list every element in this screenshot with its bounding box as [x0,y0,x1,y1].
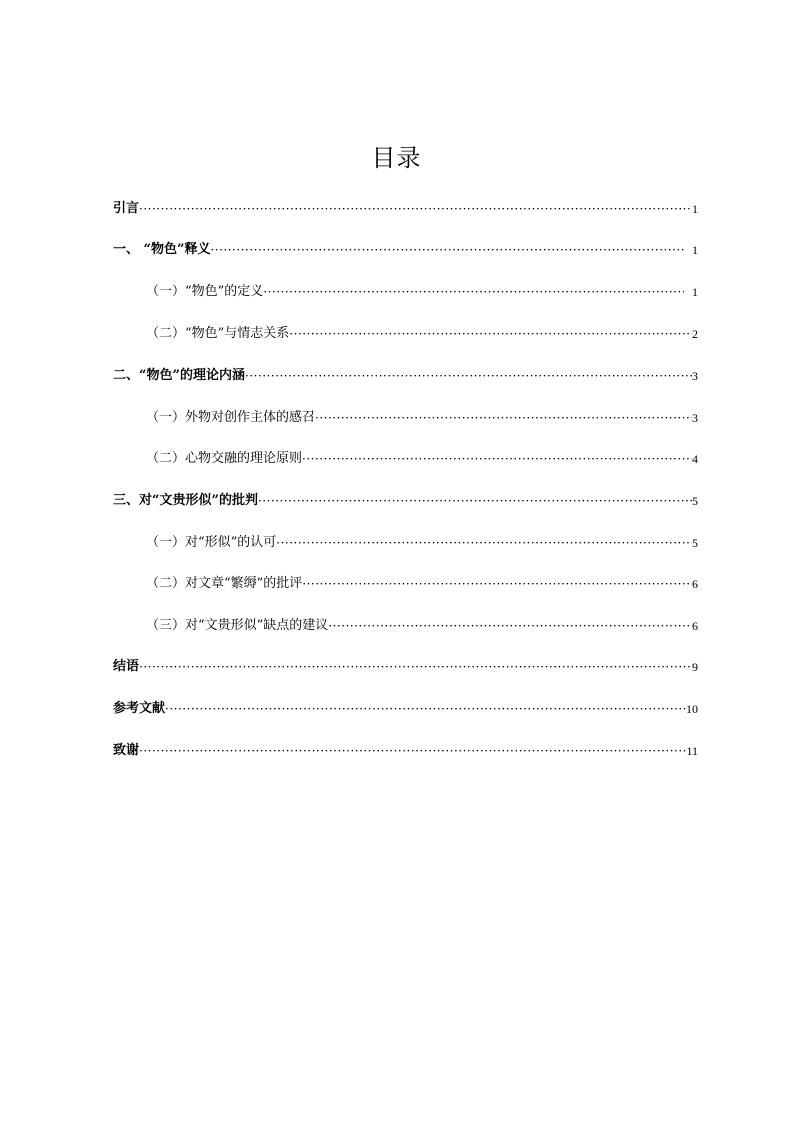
toc-entry-label: （三）对“文贵形似”缺点的建议 [146,618,329,633]
toc-entry-label: 引言 [113,201,140,216]
toc-entry-section-2-1[interactable] [146,408,698,428]
toc-entry-page-number: 5 [692,494,698,508]
toc-entry-section-3-2[interactable] [146,574,698,594]
toc-entry-section-3[interactable] [113,491,698,511]
toc-entry-label: 三、对“文贵形似”的批判 [113,493,258,508]
dot-leader [258,491,692,511]
toc-entry-section-3-1[interactable] [146,533,698,553]
dot-leader [276,533,692,553]
toc-entry-page-number: 1 [692,243,698,257]
dot-leader [165,699,686,719]
toc-entry-label: （二）心物交融的理论原则 [146,451,303,466]
toc-entry-section-2-2[interactable] [146,449,698,469]
dot-leader [328,616,692,636]
toc-entry-introduction[interactable] [113,199,698,219]
page-title: 目录 [371,144,422,172]
toc-entry-section-1-2[interactable] [146,324,698,344]
dot-leader [139,657,692,677]
toc-entry-label: 二、“物色”的理论内涵 [113,368,245,383]
toc-entry-page-number: 10 [686,702,698,716]
toc-entry-page-number: 1 [692,202,698,216]
dot-leader [302,574,692,594]
toc-entry-page-number: 1 [692,285,698,299]
toc-entry-label: 参考文献 [113,701,166,716]
toc-entry-section-2[interactable] [113,366,698,386]
toc-entry-page-number: 3 [692,369,698,383]
toc-entry-acknowledgements[interactable] [113,741,698,761]
toc-entry-page-number: 6 [692,619,698,633]
toc-entry-label: （一）外物对创作主体的感召 [146,410,316,425]
toc-entry-section-1[interactable] [113,240,698,260]
toc-entry-conclusion[interactable] [113,657,698,677]
dot-leader [263,282,684,302]
dot-leader [245,366,692,386]
toc-entry-page-number: 11 [686,744,698,758]
toc-entry-section-1-1[interactable] [146,282,698,302]
dot-leader [315,408,692,428]
toc-entry-page-number: 3 [692,411,698,425]
toc-entry-page-number: 9 [692,660,698,674]
dot-leader [289,324,692,344]
toc-entry-label: 一、 “物色”释义 [113,242,211,257]
toc-entry-label: （二）对文章“繁缛”的批评 [146,576,303,591]
dot-leader [302,449,692,469]
dot-leader [210,240,684,260]
toc-entry-label: （一）“物色”的定义 [146,284,264,299]
toc-entry-page-number: 4 [692,452,698,466]
toc-entry-section-3-3[interactable] [146,616,698,636]
toc-entry-label: （二）“物色”与情志关系 [146,326,290,341]
dot-leader [139,741,686,761]
toc-entry-references[interactable] [113,699,698,719]
toc-entry-label: 结语 [113,659,140,674]
dot-leader [139,199,692,219]
toc-entry-page-number: 5 [692,536,698,550]
toc-entry-label: （一）对“形似”的认可 [146,535,277,550]
toc-entry-page-number: 6 [692,577,698,591]
toc-entry-label: 致谢 [113,743,140,758]
toc-entry-page-number: 2 [692,327,698,341]
